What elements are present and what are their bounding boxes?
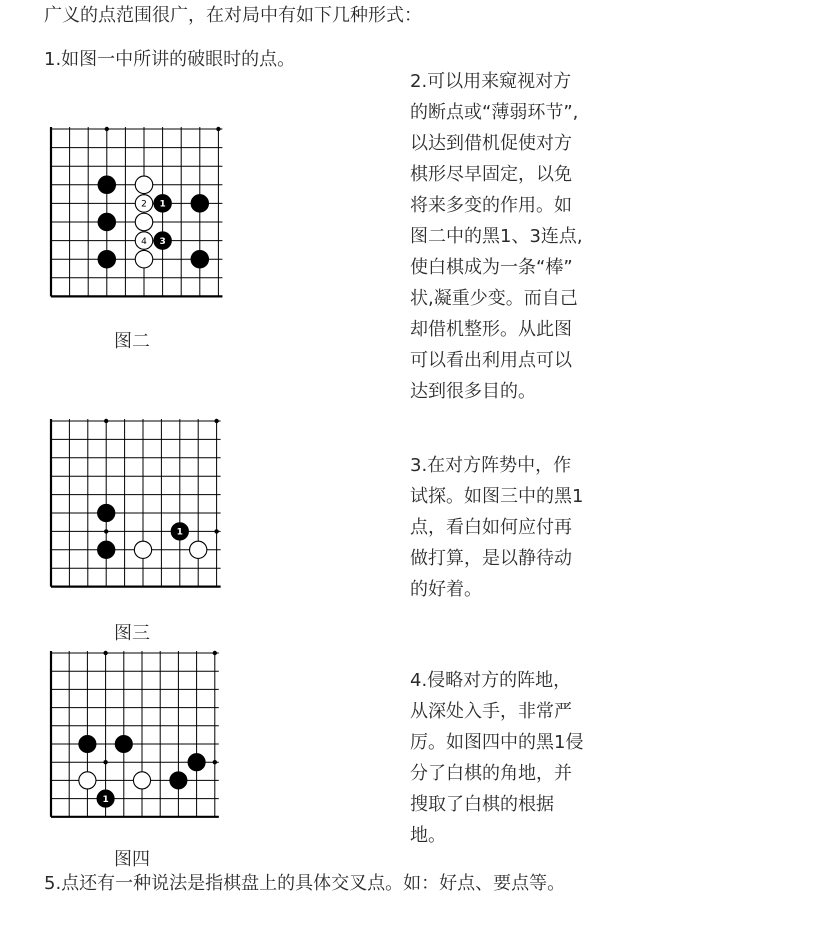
point-3-line: 的好着。 xyxy=(410,579,482,600)
point-2-line: 却借机整形。从此图 xyxy=(410,319,572,340)
point-3-line: 3.在对方阵势中，作 xyxy=(410,455,572,476)
black-stone xyxy=(115,735,132,752)
black-stone xyxy=(191,250,208,267)
point-2-line: 将来多变的作用。如 xyxy=(410,195,572,216)
figure-2-board xyxy=(48,126,228,298)
point-3-line: 点，看白如何应付再 xyxy=(410,517,572,538)
star-point xyxy=(216,127,220,131)
black-stone xyxy=(98,504,115,521)
point-4-line: 4.侵略对方的阵地， xyxy=(410,670,572,691)
point-4-line: 搜取了白棋的根据 xyxy=(410,794,554,815)
figure-4-caption: 图四 xyxy=(114,849,150,870)
point-4-line: 厉。如图四中的黑1侵 xyxy=(410,732,584,753)
stone-number: 2 xyxy=(141,199,147,210)
white-stone xyxy=(135,176,152,193)
star-point xyxy=(214,419,218,423)
point-3-line: 试探。如图三中的黑1 xyxy=(410,486,584,507)
star-point xyxy=(213,651,217,655)
point-2-line: 可以看出利用点可以 xyxy=(410,350,572,371)
stone-number: 1 xyxy=(159,199,166,210)
point-2-line: 状,凝重少变。而自己 xyxy=(410,288,578,309)
star-point xyxy=(214,529,218,533)
black-stone xyxy=(98,541,115,558)
point-4-line: 分了白棋的角地，并 xyxy=(410,763,572,784)
point-2-line: 达到很多目的。 xyxy=(410,381,536,402)
black-stone xyxy=(98,213,115,230)
stone-number: 4 xyxy=(141,236,147,247)
white-stone xyxy=(135,213,152,230)
board-grid xyxy=(51,651,219,817)
figure-4-board xyxy=(48,650,228,818)
point-4-paragraph xyxy=(410,665,610,851)
figure-2-caption: 图二 xyxy=(114,331,150,352)
white-stone xyxy=(133,772,150,789)
stone-number: 3 xyxy=(159,236,166,247)
black-stone xyxy=(98,250,115,267)
black-stone xyxy=(170,772,187,789)
point-4-line: 从深处入手，非常严 xyxy=(410,701,572,722)
point-2-line: 以达到借机促使对方 xyxy=(410,133,572,154)
stone-number: 1 xyxy=(102,794,109,805)
black-stone xyxy=(79,735,96,752)
star-point xyxy=(103,651,107,655)
figure-3-caption: 图三 xyxy=(114,623,150,644)
intro-text: 广义的点范围很广，在对局中有如下几种形式： xyxy=(44,5,422,26)
star-point xyxy=(213,760,217,764)
stone-number: 1 xyxy=(176,527,183,538)
black-stone xyxy=(191,195,208,212)
point-2-paragraph xyxy=(410,66,610,407)
white-stone xyxy=(134,541,151,558)
white-stone xyxy=(79,772,96,789)
point-2-line: 图二中的黑1、3连点, xyxy=(410,226,583,247)
point-5-text: 5.点还有一种说法是指棋盘上的具体交叉点。如：好点、要点等。 xyxy=(44,873,566,894)
board-grid xyxy=(51,419,221,587)
point-2-line: 2.可以用来窥视对方 xyxy=(410,71,572,92)
figure-3-board xyxy=(48,418,228,588)
star-point xyxy=(104,529,108,533)
point-2-line: 棋形尽早固定，以免 xyxy=(410,164,572,185)
point-4-line: 地。 xyxy=(410,825,446,846)
point-2-line: 的断点或“薄弱环节”, xyxy=(410,102,579,123)
star-point xyxy=(103,760,107,764)
point-2-line: 使白棋成为一条“棒” xyxy=(410,257,573,278)
star-point xyxy=(105,127,109,131)
point-3-paragraph xyxy=(410,450,610,605)
point-3-line: 做打算，是以静待动 xyxy=(410,548,572,569)
star-point xyxy=(104,419,108,423)
point-1-text: 1.如图一中所讲的破眼时的点。 xyxy=(44,49,296,70)
white-stone xyxy=(135,250,152,267)
white-stone xyxy=(190,541,207,558)
black-stone xyxy=(188,754,205,771)
black-stone xyxy=(98,176,115,193)
